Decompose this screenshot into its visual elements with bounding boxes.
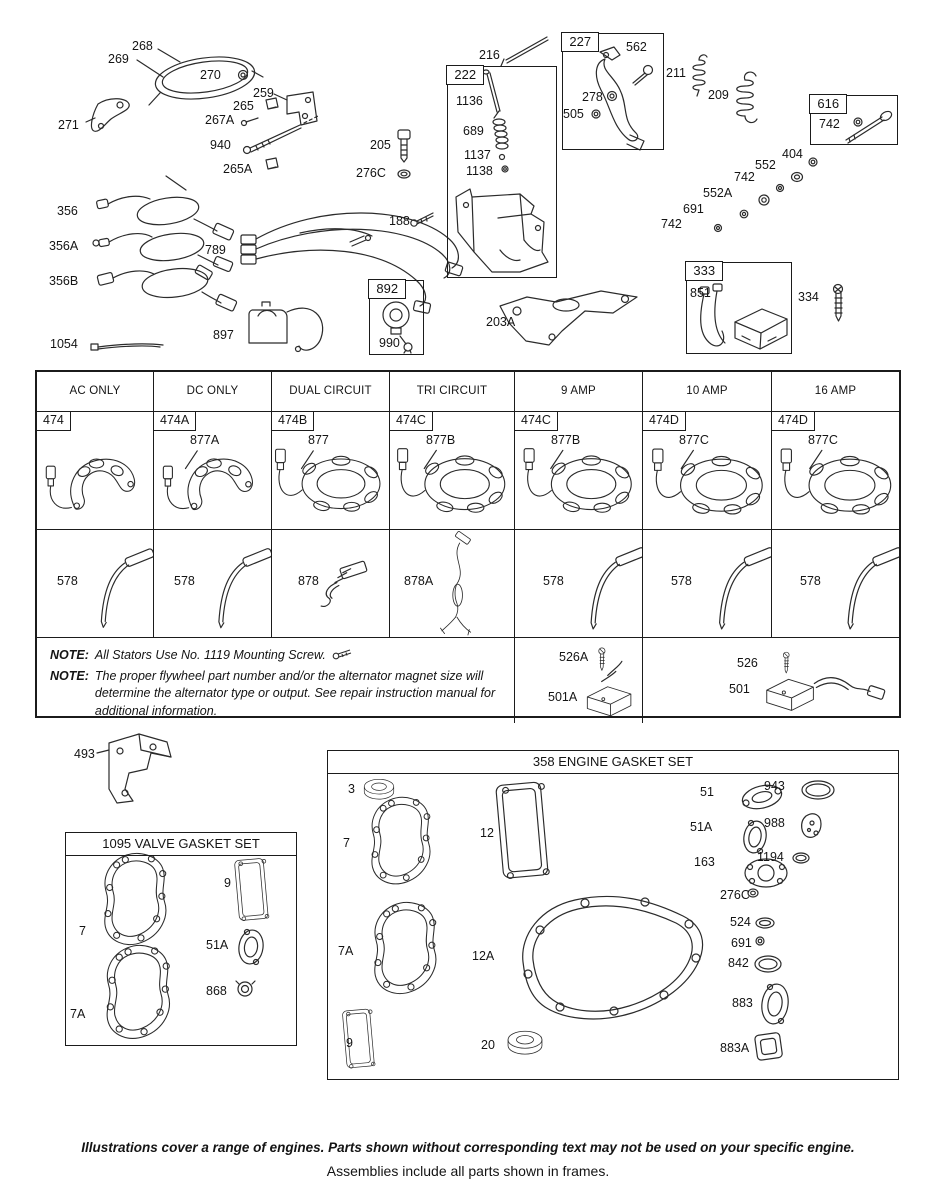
part-label-356B: 356B: [49, 274, 79, 288]
lead-cell: [772, 530, 899, 638]
stator-cell-16amp: [772, 412, 899, 530]
note-prefix: NOTE:: [50, 648, 89, 662]
part-label-51: 51: [700, 785, 714, 799]
lead-cell: [643, 530, 772, 638]
stator-cell-10amp: [643, 412, 772, 530]
part-label: 877B: [551, 433, 581, 447]
note-line-1: [50, 647, 504, 665]
part-label-552: 552: [755, 158, 776, 172]
frame-tag: 474B: [271, 411, 314, 431]
part-label-268: 268: [132, 39, 153, 53]
part-label: 578: [800, 574, 821, 588]
part-label-897: 897: [213, 328, 234, 342]
part-label-493: 493: [74, 747, 95, 761]
spring-211-art: [693, 55, 707, 96]
part-label-505: 505: [563, 107, 584, 121]
stator-cell-tri: [390, 412, 515, 530]
part-label-216: 216: [479, 48, 500, 62]
part-label: 877C: [679, 433, 709, 447]
bolt-205-art: [398, 130, 410, 178]
frame-tag: 474C: [389, 411, 433, 431]
notes-cell: [37, 638, 515, 723]
wire-356-art: [96, 193, 234, 240]
part-label-203A: 203A: [486, 315, 516, 329]
ignition-897-art: [249, 302, 323, 352]
frame-tag-227: 227: [561, 32, 599, 52]
engine-gasket-set-box: [327, 750, 899, 1080]
part-label: 578: [174, 574, 195, 588]
part-label-7A: 7A: [338, 944, 354, 958]
part-label-742: 742: [819, 117, 840, 131]
part-label: 501: [729, 682, 750, 696]
frame-tag: 474A: [153, 411, 196, 431]
regulator-cell-10-16amp: [643, 638, 899, 723]
part-label: 501A: [548, 690, 578, 704]
part-label: 578: [543, 574, 564, 588]
part-label-9: 9: [224, 876, 231, 890]
part-label-267A: 267A: [205, 113, 235, 127]
regulator-cell-9amp: [515, 638, 643, 723]
lead-578-art: [772, 530, 899, 637]
part-label-988: 988: [764, 816, 785, 830]
part-label: 878A: [404, 574, 434, 588]
part-label-334: 334: [798, 290, 819, 304]
column-header: 16 AMP: [772, 372, 899, 412]
lead-cell: [515, 530, 643, 638]
note-text: All Stators Use No. 1119 Mounting Screw.: [94, 648, 326, 662]
assembly-frame-227: [562, 33, 664, 150]
part-label-1136: 1136: [456, 94, 483, 108]
lead-cell: [154, 530, 272, 638]
part-label-356: 356: [57, 204, 78, 218]
footer-assemblies-note: Assemblies include all parts shown in frames.: [326, 1163, 610, 1179]
rod-216-art: [501, 37, 548, 66]
part-label-211: 211: [666, 66, 686, 80]
part-label-20: 20: [481, 1038, 495, 1052]
bracket-493-art: [97, 734, 171, 803]
part-label-552A: 552A: [703, 186, 733, 200]
valve-gasket-set-title: 1095 VALVE GASKET SET: [66, 833, 296, 856]
lead-cell: [272, 530, 390, 638]
frame-tag: 474C: [514, 411, 558, 431]
part-label-868: 868: [206, 984, 227, 998]
lead-cell: [390, 530, 515, 638]
frame-tag: 474D: [642, 411, 686, 431]
screw-188-art: [411, 213, 433, 226]
part-label-276C: 276C: [720, 888, 750, 902]
part-label-789: 789: [205, 243, 226, 257]
part-label-689: 689: [463, 124, 484, 138]
part-label-278: 278: [582, 90, 603, 104]
frame-tag: 474D: [771, 411, 815, 431]
part-label-691: 691: [683, 202, 704, 216]
part-label-3: 3: [348, 782, 355, 796]
column-header: 9 AMP: [515, 372, 643, 412]
bracket-203A-art: [500, 291, 637, 345]
tie-1054-art: [91, 344, 163, 350]
part-label-188: 188: [389, 214, 410, 228]
part-label-1054: 1054: [50, 337, 78, 351]
part-label-7: 7: [79, 924, 86, 938]
lead-578-art: [154, 530, 271, 637]
part-label-163: 163: [694, 855, 715, 869]
column-header: DC ONLY: [154, 372, 272, 412]
mounting-screw-icon: [332, 647, 354, 661]
part-label: 878: [298, 574, 319, 588]
part-label: 877B: [426, 433, 456, 447]
part-label-259: 259: [253, 86, 274, 100]
part-label-276C: 276C: [356, 166, 386, 180]
part-label-265A: 265A: [223, 162, 253, 176]
note-line-2: [50, 668, 504, 721]
frame-tag-892: 892: [368, 279, 406, 299]
lead-cell: [37, 530, 154, 638]
frame-tag: 474: [36, 411, 71, 431]
part-label-270: 270: [200, 68, 221, 82]
part-label-943: 943: [764, 779, 785, 793]
part-label-271: 271: [58, 118, 79, 132]
footer-disclaimer: Illustrations cover a range of engines. Parts shown without corresponding text may not be used on your specific engine.: [81, 1140, 855, 1155]
part-label-842: 842: [728, 956, 749, 970]
part-label: 877: [308, 433, 329, 447]
part-label-12A: 12A: [472, 949, 495, 963]
part-label-742: 742: [734, 170, 755, 184]
frame-tag-616: 616: [809, 94, 847, 114]
part-label: 877A: [190, 433, 220, 447]
engine-gasket-set-title: 358 ENGINE GASKET SET: [328, 751, 898, 774]
part-label-51A: 51A: [690, 820, 713, 834]
column-header: DUAL CIRCUIT: [272, 372, 390, 412]
note-prefix: NOTE:: [50, 668, 89, 683]
valve-gasket-set-box: [65, 832, 297, 1046]
stator-cell-dc: [154, 412, 272, 530]
part-label: 578: [57, 574, 78, 588]
spring-209-art: [737, 72, 757, 122]
part-label: 526A: [559, 650, 589, 664]
part-label-1137: 1137: [464, 148, 491, 162]
column-header: AC ONLY: [37, 372, 154, 412]
harness-789-art: [241, 213, 463, 314]
assembly-frame-333: [686, 262, 792, 354]
part-label-1138: 1138: [466, 164, 493, 178]
column-header: 10 AMP: [643, 372, 772, 412]
part-label-742: 742: [661, 217, 682, 231]
part-label-524: 524: [730, 915, 751, 929]
note-text: The proper flywheel part number and/or the alternator magnet size will determine the alternator type or output. See repair instruction manual for additional information.: [94, 668, 496, 718]
nut-270-art: [239, 71, 248, 80]
frame-tag-222: 222: [446, 65, 484, 85]
part-label-269: 269: [108, 52, 129, 66]
part-label-990: 990: [379, 336, 400, 350]
part-label: 877C: [808, 433, 838, 447]
part-label-851: 851: [690, 286, 711, 300]
alternator-table: [35, 370, 901, 718]
part-label-940: 940: [210, 138, 231, 152]
lead-578-art: [515, 530, 642, 637]
stator-cell-ac: [37, 412, 154, 530]
wire-356B-art: [97, 265, 237, 311]
regulator-10-16amp-art: [643, 638, 899, 723]
part-label-7: 7: [343, 836, 350, 850]
part-label-1194: 1194: [757, 850, 784, 864]
part-label: 578: [671, 574, 692, 588]
part-label-265: 265: [233, 99, 254, 113]
stator-cell-9amp: [515, 412, 643, 530]
part-label-356A: 356A: [49, 239, 79, 253]
part-label-209: 209: [708, 88, 729, 102]
part-label-404: 404: [782, 147, 803, 161]
frame-tag-333: 333: [685, 261, 723, 281]
wire-356A-art: [93, 176, 233, 280]
part-label-9: 9: [346, 1036, 353, 1050]
part-label-883A: 883A: [720, 1041, 750, 1055]
lead-578-art: [643, 530, 771, 637]
part-label-51A: 51A: [206, 938, 229, 952]
lead-878-art: [272, 530, 389, 637]
part-label: 526: [737, 656, 758, 670]
screw-334-art: [834, 285, 843, 322]
part-label-691: 691: [731, 936, 752, 950]
lever-271-art: [86, 99, 129, 132]
part-label-562: 562: [626, 40, 647, 54]
column-header: TRI CIRCUIT: [390, 372, 515, 412]
part-label-883: 883: [732, 996, 753, 1010]
part-label-12: 12: [480, 826, 494, 840]
stator-cell-dual: [272, 412, 390, 530]
part-label-7A: 7A: [70, 1007, 86, 1021]
part-label-205: 205: [370, 138, 391, 152]
lead-578-art: [37, 530, 153, 637]
